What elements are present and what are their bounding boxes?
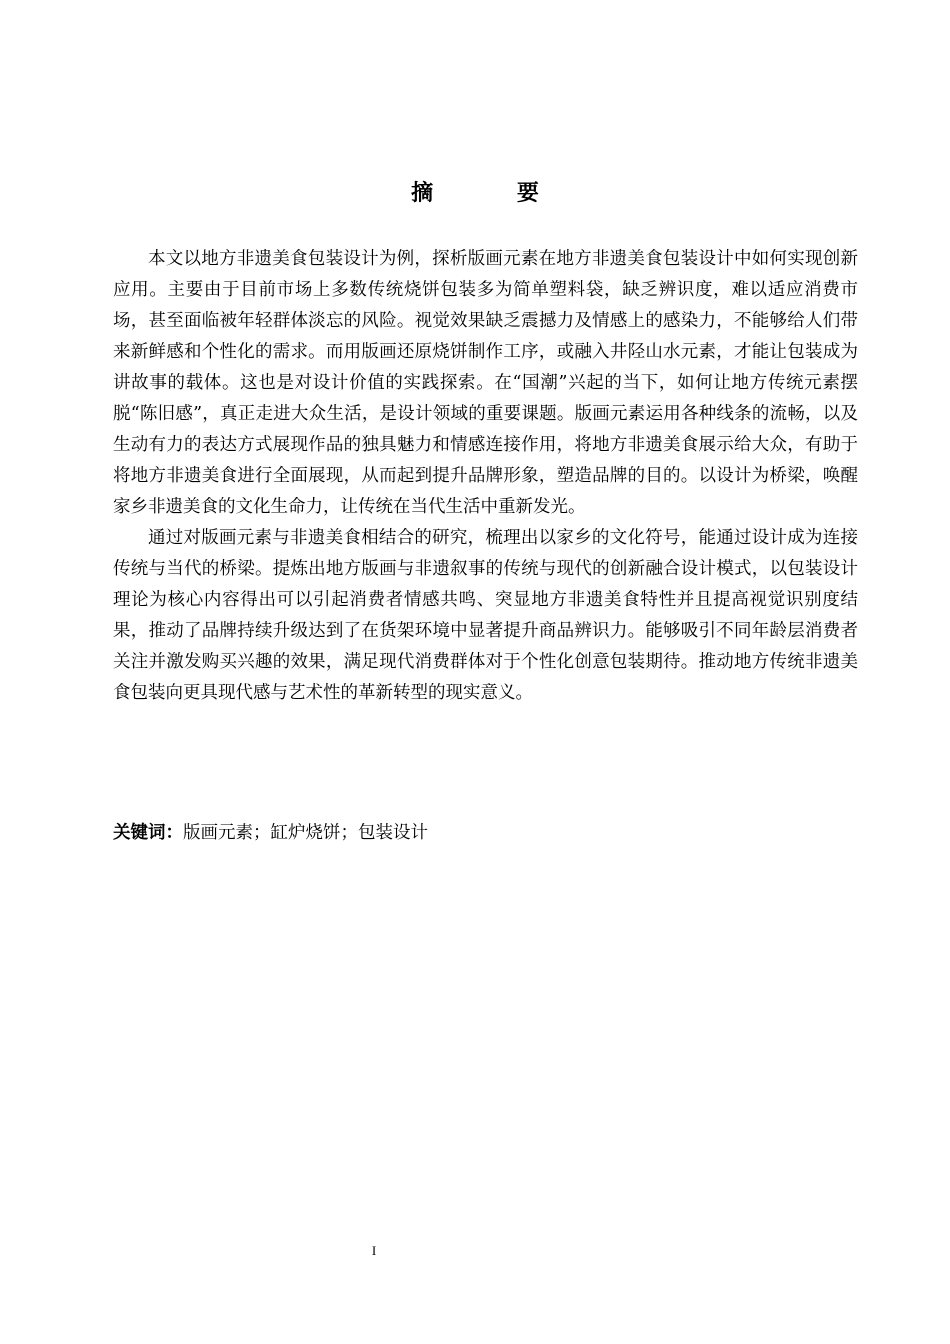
- keywords-line: [113, 818, 858, 849]
- abstract-title: 摘 要: [411, 181, 577, 206]
- page-number: I: [371, 1243, 377, 1258]
- keywords-value: 版画元素；缸炉烧饼；包装设计: [183, 823, 428, 843]
- abstract-paragraph-1: 本文以地方非遗美食包装设计为例，探析版画元素在地方非遗美食包装设计中如何实现创新应用。主要由于目前市场上多数传统烧饼包装多为简单塑料袋，缺乏辨识度，难以适应消费市场，甚至面临被年轻群体淡忘的风险。视觉效果缺乏震撼力及情感上的感染力，不能够给人们带来新鲜感和个性化的需求。而用版画还原烧饼制作工序，或融入井陉山水元素，才能让包装成为讲故事的载体。这也是对设计价值的实践探索。在“国潮”兴起的当下，如何让地方传统元素摆脱“陈旧感”，真正走进大众生活，是设计领域的重要课题。版画元素运用各种线条的流畅，以及生动有力的表达方式展现作品的独具魅力和情感连接作用，将地方非遗美食展示给大众，有助于将地方非遗美食进行全面展现，从而起到提升品牌形象，塑造品牌的目的。以设计为桥梁，唤醒家乡非遗美食的文化生命力，让传统在当代生活中重新发光。: [113, 249, 858, 517]
- keywords-label: 关键词：: [113, 823, 183, 843]
- abstract-body: [113, 244, 858, 709]
- abstract-paragraph-2: 通过对版画元素与非遗美食相结合的研究，梳理出以家乡的文化符号，能通过设计成为连接传统与当代的桥梁。提炼出地方版画与非遗叙事的传统与现代的创新融合设计模式，以包装设计理论为核心内容得出可以引起消费者情感共鸣、突显地方非遗美食特性并且提高视觉识别度结果，推动了品牌持续升级达到了在货架环境中显著提升商品辨识力。能够吸引不同年龄层消费者关注并激发购买兴趣的效果，满足现代消费群体对于个性化创意包装期待。推动地方传统非遗美食包装向更具现代感与艺术性的革新转型的现实意义。: [113, 528, 858, 703]
